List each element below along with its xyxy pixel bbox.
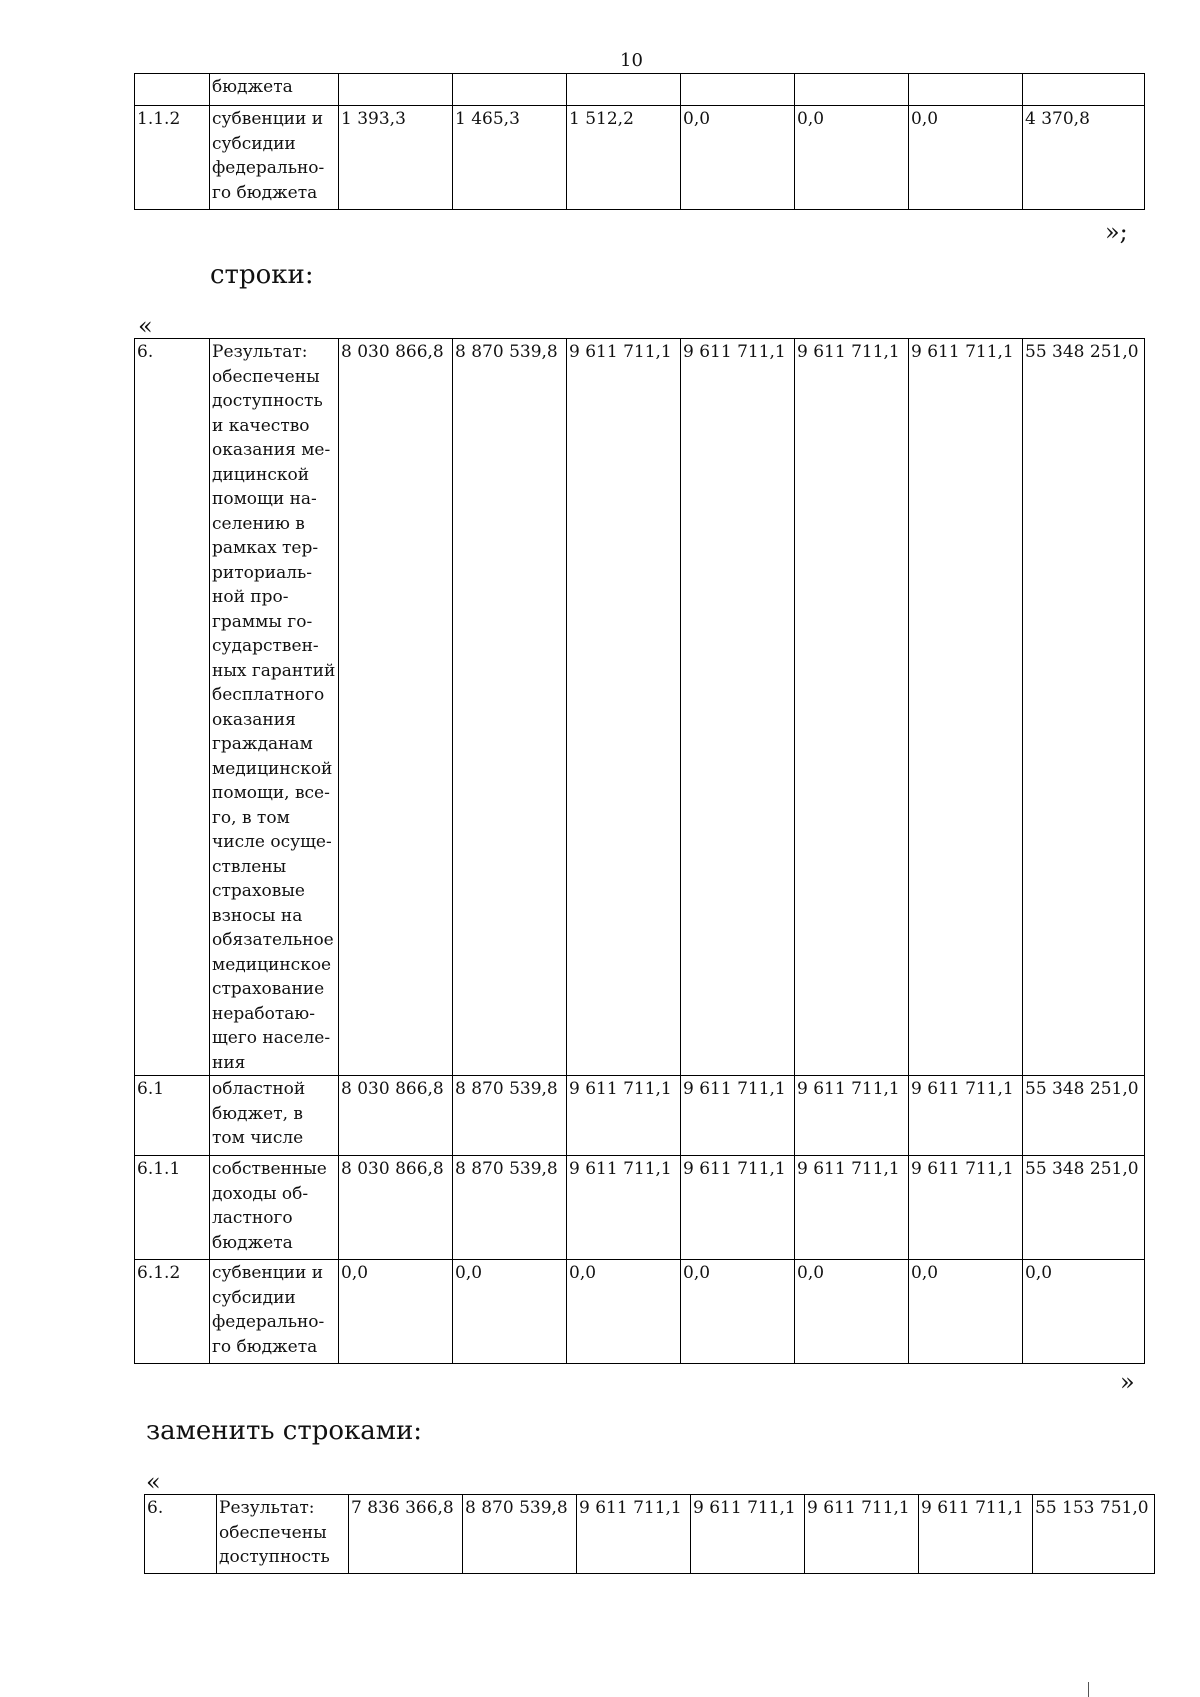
row-code: 6. <box>145 1495 217 1574</box>
row-value-5: 9 611 711,1 <box>805 1495 919 1574</box>
row-value-1: 8 030 866,8 <box>339 1156 453 1260</box>
row-code: 6. <box>135 339 210 1076</box>
row-label: субвенции и субсидии федерально-го бюджета <box>210 106 339 210</box>
row-value-3: 9 611 711,1 <box>577 1495 691 1574</box>
row-code: 6.1.2 <box>135 1260 210 1364</box>
table-row <box>135 339 1145 1076</box>
table-row <box>135 1076 1145 1156</box>
row-label: бюджета <box>210 74 339 106</box>
row-value-3: 9 611 711,1 <box>567 339 681 1076</box>
row-value-3: 1 512,2 <box>567 106 681 210</box>
closing-quote: » <box>1120 1368 1135 1396</box>
row-value-6: 9 611 711,1 <box>919 1495 1033 1574</box>
row-value-3 <box>567 74 681 106</box>
section-heading-rows: строки: <box>210 260 314 290</box>
table-row <box>135 1260 1145 1364</box>
row-value-4 <box>681 74 795 106</box>
opening-quote: « <box>146 1468 161 1496</box>
row-value-1: 8 030 866,8 <box>339 339 453 1076</box>
row-total <box>1023 74 1145 106</box>
row-value-5: 9 611 711,1 <box>795 1076 909 1156</box>
row-code: 6.1 <box>135 1076 210 1156</box>
page-number: 10 <box>620 50 643 71</box>
row-value-2: 8 870 539,8 <box>453 339 567 1076</box>
row-value-4: 9 611 711,1 <box>681 1076 795 1156</box>
row-value-3: 0,0 <box>567 1260 681 1364</box>
row-value-5: 0,0 <box>795 106 909 210</box>
row-value-6: 0,0 <box>909 1260 1023 1364</box>
budget-table-current <box>134 338 1145 1364</box>
row-value-5 <box>795 74 909 106</box>
budget-table-top <box>134 73 1145 210</box>
row-value-5: 0,0 <box>795 1260 909 1364</box>
row-value-1: 8 030 866,8 <box>339 1076 453 1156</box>
row-value-6 <box>909 74 1023 106</box>
row-value-5: 9 611 711,1 <box>795 339 909 1076</box>
row-value-2: 8 870 539,8 <box>453 1156 567 1260</box>
row-value-6: 9 611 711,1 <box>909 1156 1023 1260</box>
row-value-1: 1 393,3 <box>339 106 453 210</box>
row-value-6: 0,0 <box>909 106 1023 210</box>
budget-table-replacement <box>144 1494 1155 1574</box>
row-value-2: 1 465,3 <box>453 106 567 210</box>
row-value-5: 9 611 711,1 <box>795 1156 909 1260</box>
row-code <box>135 74 210 106</box>
row-total: 55 348 251,0 <box>1023 1156 1145 1260</box>
row-value-4: 9 611 711,1 <box>691 1495 805 1574</box>
closing-quote: »; <box>1105 218 1128 246</box>
row-total: 55 153 751,0 <box>1033 1495 1155 1574</box>
row-total: 55 348 251,0 <box>1023 339 1145 1076</box>
row-value-1 <box>339 74 453 106</box>
row-label: Результат: обеспечены доступность <box>217 1495 349 1574</box>
row-value-4: 0,0 <box>681 106 795 210</box>
row-label: субвенции и субсидии федерально-го бюджета <box>210 1260 339 1364</box>
row-value-1: 0,0 <box>339 1260 453 1364</box>
row-value-3: 9 611 711,1 <box>567 1076 681 1156</box>
row-value-2: 0,0 <box>453 1260 567 1364</box>
row-value-1: 7 836 366,8 <box>349 1495 463 1574</box>
scan-mark <box>1088 1682 1089 1697</box>
row-value-4: 9 611 711,1 <box>681 339 795 1076</box>
table-row <box>135 74 1145 106</box>
row-label: Результат: обеспечены доступность и качество оказания ме-дицинской помощи на-селению в рамках тер-риториаль-ной про-граммы го-сударствен-ных гарантий бесплатного оказания гражданам медицинской помощи, все-го, в том числе осуще-ствлены страховые взносы на обязательное медицинское страхование неработаю-щего населе-ния <box>210 339 339 1076</box>
section-heading-replace: заменить строками: <box>146 1416 423 1446</box>
row-value-6: 9 611 711,1 <box>909 339 1023 1076</box>
row-value-3: 9 611 711,1 <box>567 1156 681 1260</box>
row-code: 1.1.2 <box>135 106 210 210</box>
row-total: 4 370,8 <box>1023 106 1145 210</box>
row-value-6: 9 611 711,1 <box>909 1076 1023 1156</box>
opening-quote: « <box>138 312 153 340</box>
row-total: 0,0 <box>1023 1260 1145 1364</box>
row-value-4: 0,0 <box>681 1260 795 1364</box>
table-row <box>145 1495 1155 1574</box>
row-value-2: 8 870 539,8 <box>453 1076 567 1156</box>
row-total: 55 348 251,0 <box>1023 1076 1145 1156</box>
row-value-2 <box>453 74 567 106</box>
row-value-2: 8 870 539,8 <box>463 1495 577 1574</box>
table-row <box>135 106 1145 210</box>
row-value-4: 9 611 711,1 <box>681 1156 795 1260</box>
row-label: собственные доходы об-ластного бюджета <box>210 1156 339 1260</box>
row-code: 6.1.1 <box>135 1156 210 1260</box>
table-row <box>135 1156 1145 1260</box>
row-label: областной бюджет, в том числе <box>210 1076 339 1156</box>
